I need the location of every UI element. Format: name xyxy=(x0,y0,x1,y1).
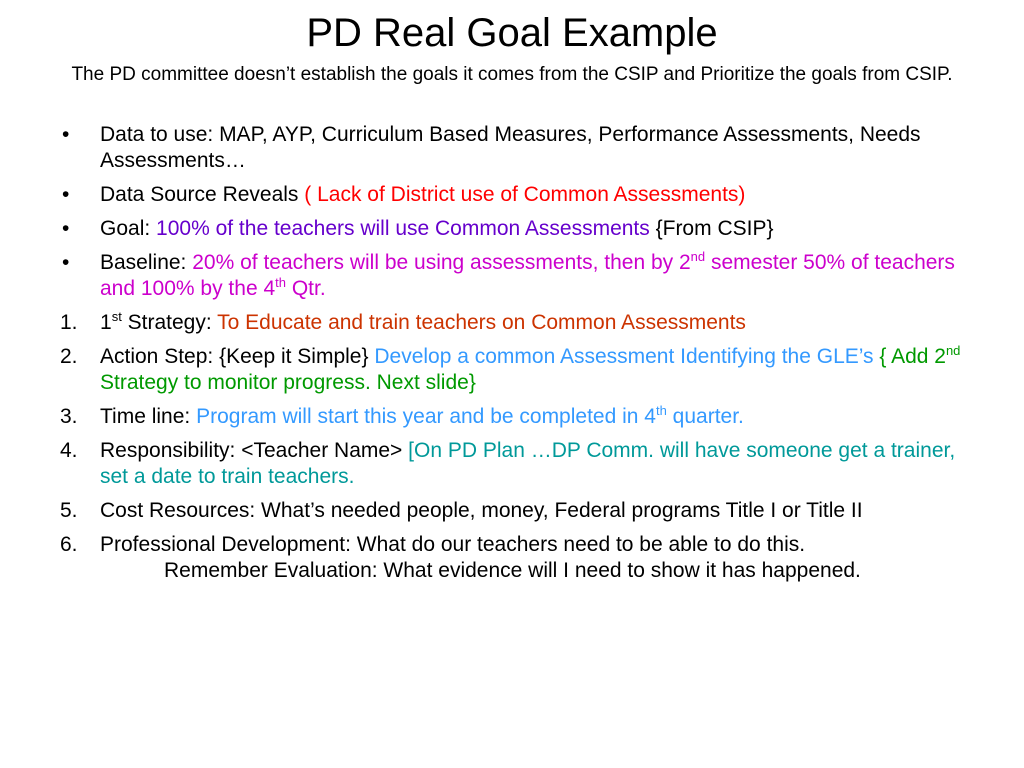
superscript: nd xyxy=(945,343,961,358)
superscript: th xyxy=(275,275,286,290)
slide-subtitle: The PD committee doesn’t establish the goals it comes from the CSIP and Prioritize the goals from CSIP. xyxy=(71,64,953,85)
item-highlight-green: { Add 2 xyxy=(873,345,946,368)
bullet-data-source xyxy=(0,182,1024,208)
bullet-data-to-use xyxy=(0,122,1024,174)
superscript: nd xyxy=(690,249,706,264)
continuation-text: Remember Evaluation: What evidence will I need to show it has happened. xyxy=(164,559,861,582)
number-marker: 6. xyxy=(60,533,78,556)
bullet-highlight-magenta: Qtr. xyxy=(285,277,326,300)
bullet-highlight-magenta: 20% of teachers will be using assessments, then by 2 xyxy=(192,251,691,274)
bullet-text-suffix: {From CSIP} xyxy=(649,217,774,240)
bullet-text: Goal: xyxy=(100,217,157,240)
bullet-marker: • xyxy=(62,183,70,206)
numbered-strategy xyxy=(0,310,1024,336)
numbered-action-step xyxy=(0,344,1024,396)
remember-evaluation-note xyxy=(0,558,1024,584)
superscript: st xyxy=(111,309,122,324)
number-marker: 2. xyxy=(60,345,78,368)
bullet-goal xyxy=(0,216,1024,242)
item-text: Professional Development: What do our teachers need to be able to do this. xyxy=(100,533,806,556)
item-highlight-blue: Program will start this year and be completed in 4 xyxy=(196,405,656,428)
number-marker: 4. xyxy=(60,439,78,462)
item-highlight-green: Strategy to monitor progress. Next slide} xyxy=(100,371,476,394)
bullet-highlight-red: ( Lack of District use of Common Assessments) xyxy=(304,183,746,206)
item-text: Action Step: {Keep it Simple} xyxy=(100,345,375,368)
number-marker: 5. xyxy=(60,499,78,522)
number-marker: 3. xyxy=(60,405,78,428)
bullet-text: Baseline: xyxy=(100,251,193,274)
numbered-cost-resources xyxy=(0,498,1024,524)
slide-title: PD Real Goal Example xyxy=(306,11,718,55)
bullet-text: Data Source Reveals xyxy=(100,183,305,206)
numbered-professional-development xyxy=(0,532,1024,558)
bullet-baseline xyxy=(0,250,1024,302)
bullet-highlight-purple: 100% of the teachers will use Common Assessments xyxy=(156,217,650,240)
item-text: Cost Resources: What’s needed people, money, Federal programs Title I or Title II xyxy=(100,499,863,522)
slide-body xyxy=(0,122,1024,584)
superscript: th xyxy=(655,403,667,418)
bullet-marker: • xyxy=(62,217,70,240)
item-highlight-orange: To Educate and train teachers on Common Assessments xyxy=(217,311,746,334)
item-text: 1 xyxy=(100,311,112,334)
item-text: Responsibility: <Teacher Name> xyxy=(100,439,409,462)
item-highlight-teal: [On PD Plan …DP Comm. will have someone get a trainer, set a date to train teachers. xyxy=(100,439,956,488)
number-marker: 1. xyxy=(60,311,78,334)
item-highlight-blue: Develop a common Assessment Identifying the GLE’s xyxy=(374,345,874,368)
bullet-highlight-magenta: semester 50% of teachers and 100% by the 4 xyxy=(100,251,955,300)
bullet-marker: • xyxy=(62,251,70,274)
item-text: Time line: xyxy=(100,405,197,428)
bullet-marker: • xyxy=(62,123,70,146)
item-highlight-blue: quarter. xyxy=(666,405,744,428)
numbered-time-line xyxy=(0,404,1024,430)
numbered-responsibility xyxy=(0,438,1024,490)
item-text: Strategy: xyxy=(121,311,218,334)
bullet-text: Data to use: MAP, AYP, Curriculum Based Measures, Performance Assessments, Needs Assessments… xyxy=(100,123,921,172)
